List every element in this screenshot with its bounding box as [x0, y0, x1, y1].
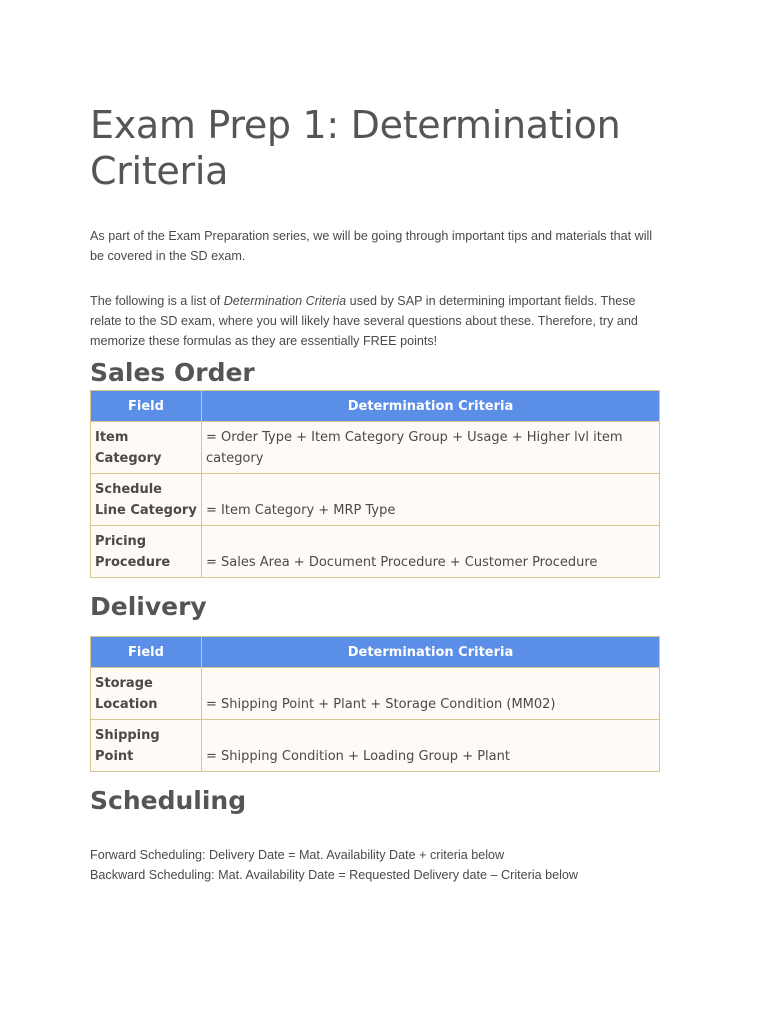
backward-scheduling-line: Backward Scheduling: Mat. Availability Date = Requested Delivery date – Criteria below — [90, 868, 579, 882]
field-cell: Schedule Line Category — [91, 474, 202, 526]
field-cell: Item Category — [91, 422, 202, 474]
field-cell: Shipping Point — [91, 720, 202, 772]
page-title: Exam Prep 1: Determination Criteria — [90, 103, 621, 193]
delivery-table — [90, 636, 660, 772]
field-cell: Pricing Procedure — [91, 526, 202, 578]
column-header-criteria: Determination Criteria — [202, 391, 660, 422]
list-intro-after: used by SAP in determining important fields. These relate to the SD exam, where you will likely have several questions about these. Therefore, try and memorize these formulas as they are essentially FREE points! — [90, 294, 638, 348]
criteria-cell: = Shipping Condition + Loading Group + Plant — [202, 720, 660, 772]
criteria-cell: = Item Category + MRP Type — [202, 474, 660, 526]
table-row — [91, 720, 660, 772]
intro-paragraph: As part of the Exam Preparation series, we will be going through important tips and materials that will be covered in the SD exam. — [90, 229, 653, 263]
column-header-criteria: Determination Criteria — [202, 637, 660, 668]
table-row — [91, 526, 660, 578]
scheduling-text — [90, 845, 660, 885]
list-intro-emphasis: Determination Criteria — [223, 294, 347, 308]
list-intro-paragraph — [90, 291, 660, 351]
field-cell: Storage Location — [91, 668, 202, 720]
table-row — [91, 668, 660, 720]
sales-order-table — [90, 390, 660, 578]
column-header-field: Field — [91, 637, 202, 668]
criteria-cell: = Shipping Point + Plant + Storage Condition (MM02) — [202, 668, 660, 720]
delivery-heading: Delivery — [90, 592, 207, 621]
sales-order-heading: Sales Order — [90, 358, 255, 387]
table-header-row — [91, 391, 660, 422]
criteria-cell: = Order Type + Item Category Group + Usage + Higher lvl item category — [202, 422, 660, 474]
table-row — [91, 422, 660, 474]
scheduling-heading: Scheduling — [90, 786, 247, 815]
criteria-cell: = Sales Area + Document Procedure + Customer Procedure — [202, 526, 660, 578]
table-header-row — [91, 637, 660, 668]
list-intro-before: The following is a list of — [90, 294, 224, 308]
table-row — [91, 474, 660, 526]
column-header-field: Field — [91, 391, 202, 422]
forward-scheduling-line: Forward Scheduling: Delivery Date = Mat. Availability Date + criteria below — [90, 848, 505, 862]
